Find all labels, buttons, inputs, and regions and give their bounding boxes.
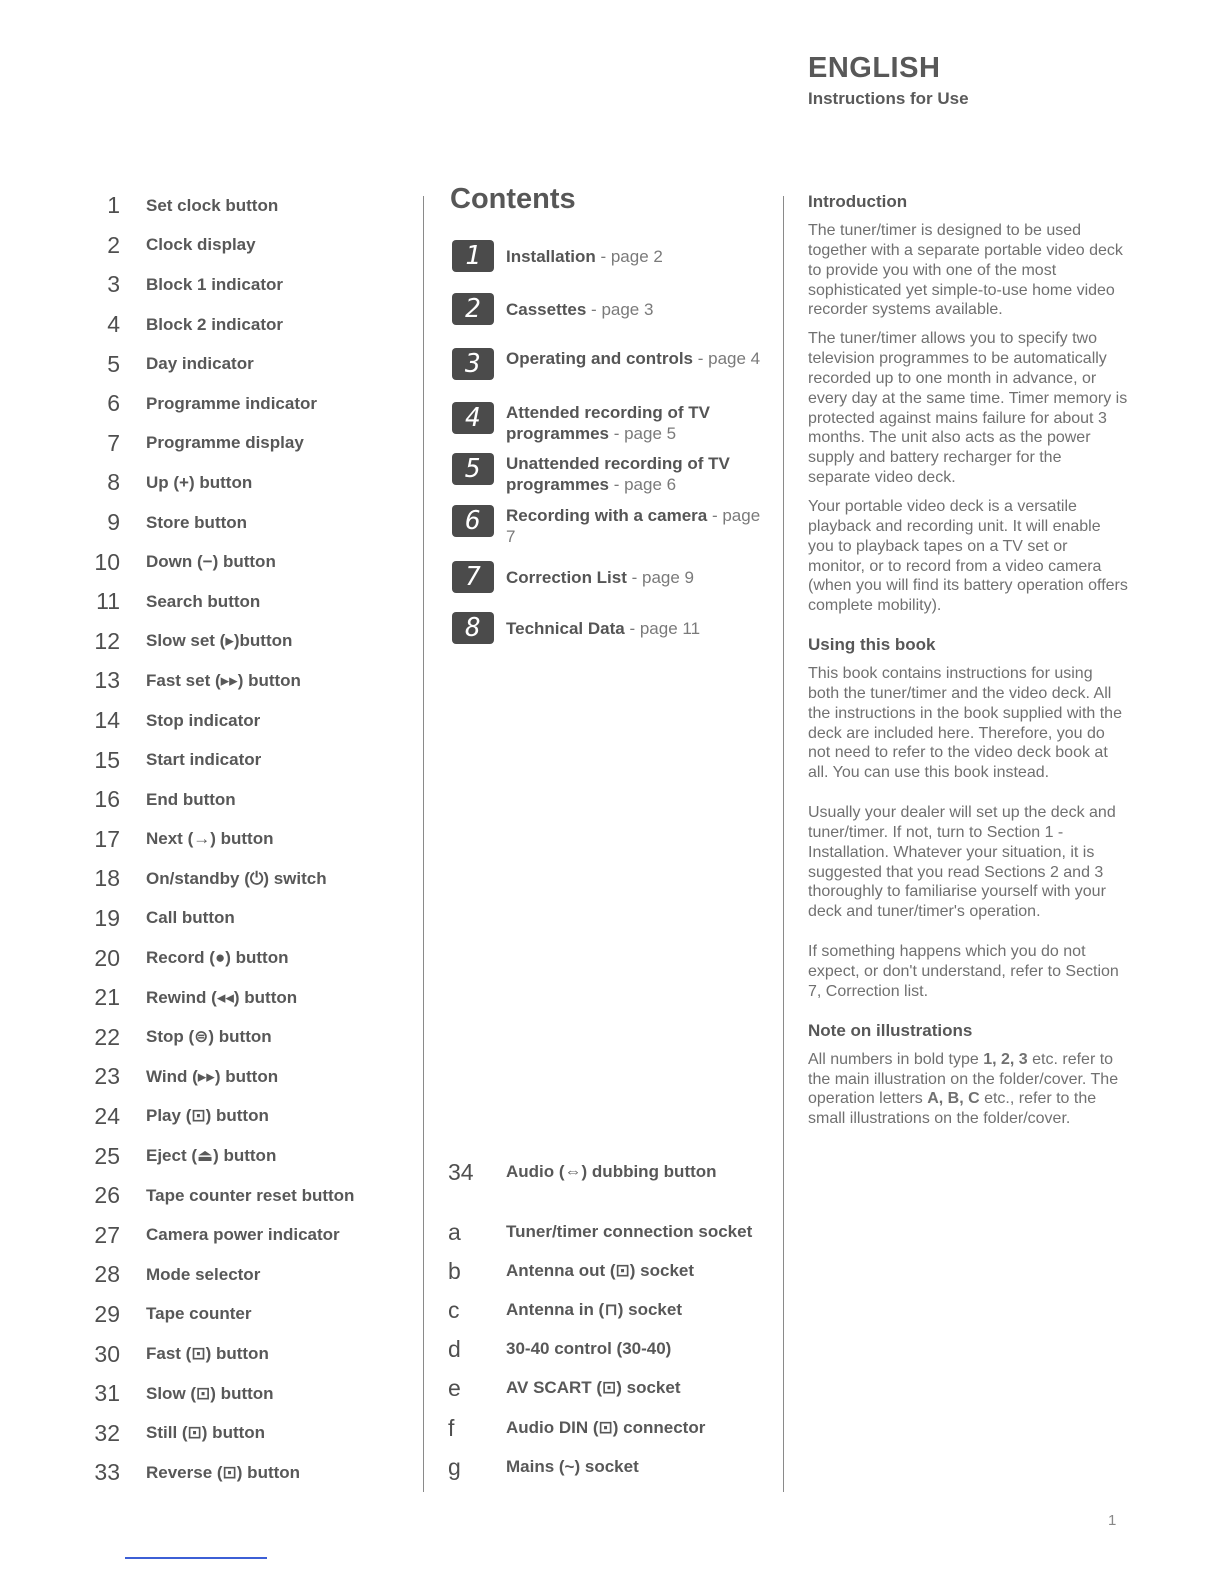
part-label: Slow (⊡) button [146, 1383, 274, 1403]
part-number: 26 [94, 1182, 120, 1209]
contents-item-text [506, 567, 766, 588]
section-number-icon: 5 [452, 453, 494, 485]
part-label: On/standby (⏻) switch [146, 868, 327, 888]
part-label: Stop (⊜) button [146, 1027, 272, 1047]
part-item [84, 622, 404, 662]
connection-item [448, 1448, 639, 1486]
part-number: 22 [94, 1023, 120, 1050]
connection-item [448, 1409, 705, 1447]
part-number: 13 [94, 667, 120, 694]
part-item [84, 1136, 404, 1176]
part-number: 15 [94, 746, 120, 773]
note-bold-numbers: 1, 2, 3 [983, 1050, 1028, 1068]
part-number: 6 [107, 390, 120, 417]
part-label: Stop indicator [146, 710, 261, 730]
note-text: etc., refer to the small illustrations on the folder/cover. [808, 1090, 1097, 1128]
part-item [84, 503, 404, 543]
part-number: 30 [94, 1340, 120, 1367]
section-separator: - [586, 299, 602, 319]
section-number-icon: 1 [452, 240, 494, 272]
part-number: 5 [107, 350, 120, 377]
part-number: 17 [94, 825, 120, 852]
connection-label: Audio (⇔) dubbing button [506, 1162, 717, 1181]
part-label: Mode selector [146, 1264, 261, 1284]
section-separator: - [707, 506, 723, 525]
note-bold-letters: A, B, C [927, 1090, 980, 1108]
section-separator: - [595, 246, 611, 266]
intro-column [808, 192, 1128, 1129]
part-label: Block 1 indicator [146, 274, 283, 294]
part-item [84, 1453, 404, 1493]
part-item [84, 1215, 404, 1255]
section-separator: - [608, 424, 625, 443]
part-number: 4 [107, 311, 120, 338]
part-label: Programme display [146, 433, 304, 453]
section-page: page 6 [624, 475, 677, 494]
part-label: Reverse (⊡) button [146, 1462, 301, 1482]
contents-item [452, 612, 766, 644]
contents-item-text [506, 246, 766, 267]
part-item [84, 1176, 404, 1216]
part-item [84, 424, 404, 464]
contents-item [452, 505, 766, 547]
document-subtitle: Instructions for Use [808, 89, 969, 108]
part-item [84, 344, 404, 384]
part-number: 31 [94, 1380, 120, 1407]
contents-item [452, 453, 766, 495]
part-number: 14 [94, 707, 120, 734]
part-number: 1 [107, 192, 120, 219]
part-item [84, 1334, 404, 1374]
section-title: Cassettes [506, 299, 587, 319]
contents-item [452, 293, 766, 325]
part-label: Clock display [146, 235, 256, 255]
connection-label: Tuner/timer connection socket [506, 1222, 753, 1241]
part-number: 16 [94, 786, 120, 813]
section-title: Unattended recording of TV programmes [506, 454, 730, 494]
part-number: 11 [96, 588, 120, 615]
part-label: Wind (▸▸) button [146, 1066, 279, 1086]
connection-key: g [448, 1453, 461, 1480]
part-label: Play (⊡) button [146, 1106, 269, 1126]
part-label: Block 2 indicator [146, 314, 283, 334]
section-number-icon: 3 [452, 348, 494, 380]
section-number-icon: 8 [452, 612, 494, 644]
connection-item [448, 1291, 682, 1329]
part-item [84, 780, 404, 820]
connection-item [448, 1369, 681, 1407]
part-item [84, 582, 404, 622]
contents-item-text [506, 453, 766, 495]
part-label: Fast set (▸▸) button [146, 670, 301, 690]
contents-item-text [506, 402, 766, 444]
contents-item-text [506, 618, 766, 639]
section-title: Recording with a camera [506, 506, 708, 525]
part-item [84, 1057, 404, 1097]
part-number: 10 [94, 548, 120, 575]
part-number: 7 [107, 429, 120, 456]
section-title: Installation [506, 246, 596, 266]
section-page: page 3 [601, 299, 654, 319]
part-label: Day indicator [146, 354, 254, 374]
section-separator: - [693, 349, 709, 368]
note-text: All numbers in bold type [808, 1050, 984, 1068]
contents-title: Contents [450, 183, 576, 215]
part-item [84, 820, 404, 860]
part-label: Still (⊡) button [146, 1423, 266, 1443]
part-label: Store button [146, 512, 248, 532]
using-paragraph: If something happens which you do not expect, or don't understand, refer to Section 7, Correction list. [808, 943, 1119, 1000]
connection-label: Antenna in (⊓) socket [506, 1300, 682, 1319]
part-number: 25 [94, 1142, 120, 1169]
part-number: 20 [94, 944, 120, 971]
part-item [84, 899, 404, 939]
part-number: 18 [94, 865, 120, 892]
part-label: Eject (⏏) button [146, 1146, 277, 1166]
section-number-icon: 7 [452, 561, 494, 593]
contents-item-text [506, 299, 766, 320]
section-number-icon: 4 [452, 402, 494, 434]
footer-rule [125, 1557, 267, 1559]
connection-label: 30-40 control (30-40) [506, 1339, 672, 1358]
part-number: 29 [94, 1300, 120, 1327]
section-separator: - [626, 567, 643, 587]
contents-item-text [506, 348, 766, 369]
contents-item-text [506, 505, 766, 547]
part-label: Camera power indicator [146, 1225, 340, 1245]
connection-label: AV SCART (⊡) socket [506, 1378, 681, 1397]
part-item [84, 740, 404, 780]
using-paragraph: Usually your dealer will set up the deck and tuner/timer. If not, turn to Section 1 - Installation. Whatever your situation, it is suggested that you read Sections 2 and 3 thoroughly to familiarise yourself with your deck and tuner/timer's operation. [808, 804, 1116, 921]
contents-item [452, 348, 766, 380]
part-number: 24 [94, 1102, 120, 1129]
part-label: Search button [146, 591, 261, 611]
section-page: page 11 [639, 618, 701, 638]
part-number: 3 [107, 271, 120, 298]
part-item [84, 1017, 404, 1057]
part-label: Fast (⊡) button [146, 1344, 269, 1364]
section-separator: - [608, 475, 625, 494]
part-item [84, 305, 404, 345]
part-item [84, 265, 404, 305]
part-label: Record (●) button [146, 948, 289, 968]
part-label: Tape counter [146, 1304, 252, 1324]
part-number: 21 [94, 984, 120, 1011]
connection-key: f [448, 1414, 455, 1441]
contents-item [452, 402, 766, 444]
part-number: 2 [107, 231, 120, 258]
intro-paragraph: The tuner/timer is designed to be used together with a separate portable video deck to provide you with one of the most sophisticated yet simple-to-use home video recorder systems available. [808, 222, 1123, 319]
part-item [84, 1097, 404, 1137]
part-item [84, 1374, 404, 1414]
using-book-heading: Using this book [808, 635, 936, 655]
part-item [84, 463, 404, 503]
part-number: 23 [94, 1063, 120, 1090]
section-number-icon: 2 [452, 293, 494, 325]
connection-key: d [448, 1335, 461, 1362]
connection-item [448, 1330, 671, 1368]
part-item [84, 661, 404, 701]
connection-label: Mains (~) socket [506, 1457, 639, 1476]
connection-key: e [448, 1374, 461, 1401]
part-number: 28 [94, 1261, 120, 1288]
column-divider-right [783, 196, 784, 1492]
part-item [84, 978, 404, 1018]
part-label: Slow set (▸)button [146, 631, 293, 651]
part-label: Set clock button [146, 195, 279, 215]
section-title: Correction List [506, 567, 627, 587]
part-item [84, 226, 404, 266]
part-item [84, 542, 404, 582]
part-item [84, 701, 404, 741]
illustrations-heading: Note on illustrations [808, 1020, 973, 1040]
section-page: page 5 [624, 424, 677, 443]
contents-item [452, 561, 766, 593]
section-title: Technical Data [506, 618, 625, 638]
part-item [84, 1295, 404, 1335]
section-separator: - [624, 618, 640, 638]
column-divider-left [423, 196, 424, 1492]
connection-key: a [448, 1218, 461, 1245]
section-page: page 7 [506, 506, 761, 546]
connection-key: c [448, 1296, 460, 1323]
page-header [808, 52, 969, 109]
page-number: 1 [1108, 1512, 1117, 1529]
introduction-heading: Introduction [808, 192, 908, 211]
section-page: page 4 [708, 349, 761, 368]
part-item [84, 384, 404, 424]
section-page: page 9 [642, 567, 695, 587]
section-title: Operating and controls [506, 349, 694, 368]
connection-label: Audio DIN (⊡) connector [506, 1418, 706, 1437]
part-label: Rewind (◂◂) button [146, 987, 298, 1007]
section-page: page 2 [610, 246, 663, 266]
part-number: 8 [107, 469, 120, 496]
part-number: 9 [107, 509, 120, 536]
part-label: Up (+) button [146, 472, 253, 492]
part-label: End button [146, 789, 236, 809]
connection-item [448, 1213, 752, 1251]
connection-key: 34 [448, 1158, 474, 1185]
illustrations-paragraph [808, 1050, 1128, 1129]
part-label: Start indicator [146, 750, 262, 770]
part-label: Call button [146, 908, 235, 928]
part-number: 32 [94, 1419, 120, 1446]
note-text: etc. refer to the main illustration on the folder/cover. The operation letters [808, 1050, 1119, 1108]
part-item [84, 859, 404, 899]
part-number: 19 [94, 904, 120, 931]
using-paragraph: This book contains instructions for using both the tuner/timer and the video deck. All the instructions in the book supplied with the deck are included here. Therefore, you do not need to refer to the video deck book at all. You can use this book instead. [808, 665, 1122, 782]
part-label: Tape counter reset button [146, 1185, 355, 1205]
intro-paragraph: Your portable video deck is a versatile playback and recording unit. It will enable you to playback tapes on a TV set or monitor, or to record from a video camera (when you will find its battery operation offers complete mobility). [808, 497, 1128, 615]
part-label: Down (−) button [146, 552, 276, 572]
contents-item [452, 240, 766, 272]
connection-item [448, 1252, 694, 1290]
part-item [84, 938, 404, 978]
part-number: 33 [94, 1459, 120, 1486]
part-item [84, 1413, 404, 1453]
part-item [84, 1255, 404, 1295]
connection-item [448, 1153, 717, 1191]
section-title: Attended recording of TV programmes [506, 403, 710, 443]
part-label: Programme indicator [146, 393, 317, 413]
intro-paragraph: The tuner/timer allows you to specify two television programmes to be automatically recorded up to one month in advance, or every day at the same time. Timer memory is protected against mains failure for about 3 months. The unit also acts as the power supply and battery recharger for the separate video deck. [808, 330, 1128, 487]
part-number: 12 [94, 627, 120, 654]
connection-label: Antenna out (⊡) socket [506, 1261, 695, 1280]
language-heading: ENGLISH [808, 52, 941, 84]
part-label: Next (→) button [146, 829, 274, 849]
part-number: 27 [94, 1221, 120, 1248]
connection-key: b [448, 1257, 461, 1284]
part-item [84, 186, 404, 226]
section-number-icon: 6 [452, 505, 494, 537]
parts-list [84, 186, 404, 1493]
